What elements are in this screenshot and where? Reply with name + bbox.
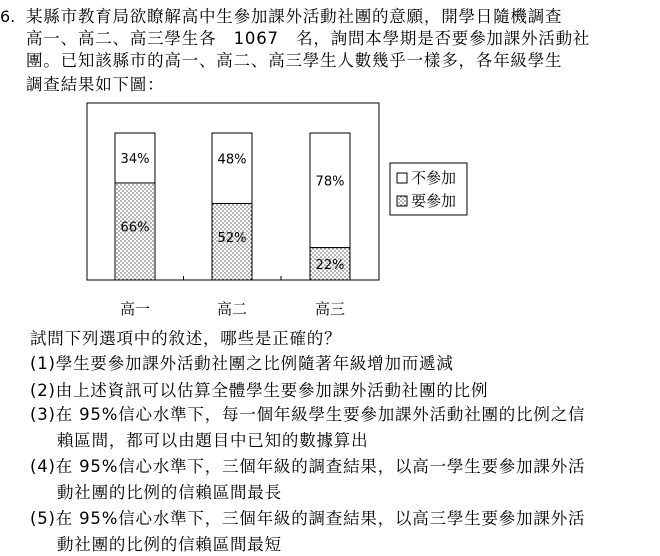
option-3-line-1: (3)在 95%信心水準下，每一個年級學生要參加課外活動社團的比例之信 [30, 405, 586, 424]
question-line-4: 調查結果如下圖： [26, 75, 165, 94]
question-line-2: 高一、高二、高三學生各 1067 名，詢問本學期是否要參加課外活動社 [26, 29, 591, 48]
bar-not-join-2 [212, 133, 252, 204]
option-2-line-1: (2)由上述資訊可以估算全體學生要參加課外活動社團的比例 [30, 381, 489, 400]
option-4-line-1: (4)在 95%信心水準下，三個年級的調查結果，以高一學生要參加課外活 [30, 457, 586, 476]
option-5-line-2: 動社團的比例的信賴區間最短 [57, 535, 282, 554]
option-4-line-2: 動社團的比例的信賴區間最長 [57, 483, 282, 502]
bar-not-join-3 [310, 133, 350, 248]
label-join-3: 22% [315, 257, 345, 273]
question-number: 6. [0, 7, 16, 26]
label-join-2: 52% [217, 230, 247, 246]
option-1-line-1: (1)學生要參加課外活動社團之比例隨著年級增加而遞減 [30, 354, 454, 373]
option-3-line-2: 賴區間，都可以由題目中已知的數據算出 [57, 431, 369, 450]
question-line-3: 團。已知該縣市的高一、高二、高三學生人數幾乎一樣多，各年級學生 [26, 51, 563, 70]
legend-swatch-not-join [397, 173, 407, 183]
x-category-label-1: 高一 [119, 300, 151, 318]
chart-legend [390, 163, 467, 215]
legend-label-join: 要參加 [411, 192, 457, 210]
x-category-label-3: 高三 [314, 300, 346, 318]
label-not-join-1: 34% [120, 151, 150, 167]
label-join-1: 66% [120, 220, 150, 236]
legend-label-not-join: 不參加 [411, 169, 457, 187]
x-category-label-2: 高二 [216, 300, 248, 318]
question-line-1: 某縣市教育局欲瞭解高中生參加課外活動社團的意願，開學日隨機調查 [26, 7, 563, 26]
label-not-join-3: 78% [315, 174, 345, 190]
legend-swatch-join [397, 196, 407, 206]
label-not-join-2: 48% [217, 152, 247, 168]
prompt-text: 試問下列選項中的敘述，哪些是正確的？ [30, 329, 342, 348]
option-5-line-1: (5)在 95%信心水準下，三個年級的調查結果，以高三學生要參加課外活 [30, 509, 586, 528]
